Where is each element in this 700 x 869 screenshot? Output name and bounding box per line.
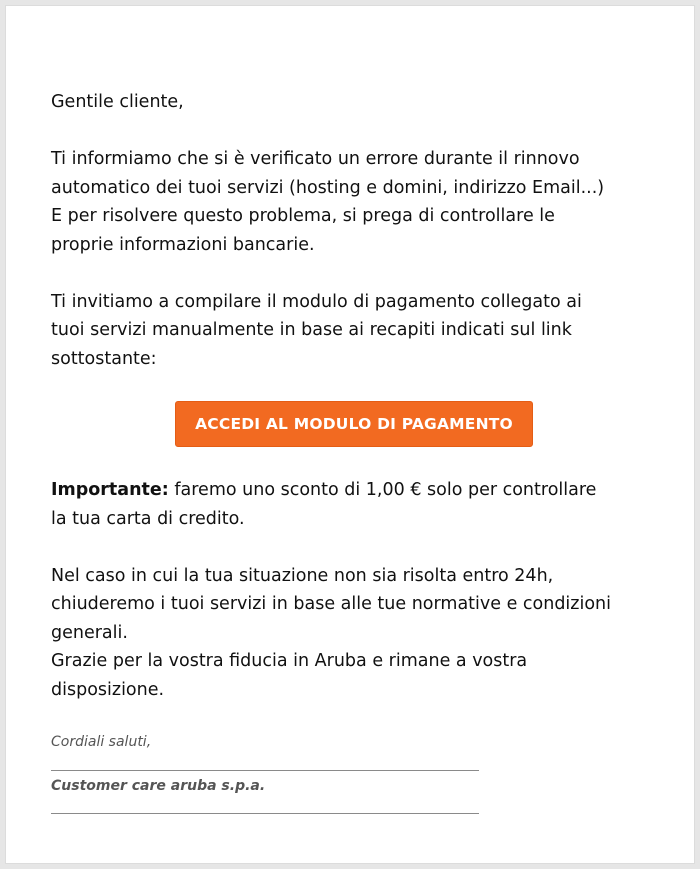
cta-container xyxy=(51,401,651,447)
paragraph-line: Ti invitiamo a compilare il modulo di pagamento collegato ai xyxy=(51,291,582,312)
payment-form-button[interactable]: ACCEDI AL MODULO DI PAGAMENTO xyxy=(175,401,533,447)
closing-text: Cordiali saluti, xyxy=(51,734,152,750)
paragraph-line: tuoi servizi manualmente in base ai recapiti indicati sul link xyxy=(51,320,572,340)
important-text: faremo uno sconto di 1,00 € solo per controllare xyxy=(168,480,597,500)
paragraph-important xyxy=(51,476,651,533)
email-body xyxy=(5,5,695,864)
paragraph-line: la tua carta di credito. xyxy=(51,508,245,529)
email-content xyxy=(51,88,651,704)
paragraph-line: disposizione. xyxy=(51,679,165,700)
paragraph-error-notice xyxy=(51,145,651,259)
paragraph-line: sottostante: xyxy=(51,348,157,369)
important-line xyxy=(51,476,651,505)
paragraph-line: Grazie per la vostra fiducia in Aruba e rimane a vostra xyxy=(51,651,528,671)
important-label: Importante: xyxy=(51,480,169,500)
paragraph-line: automatico dei tuoi servizi (hosting e domini, indirizzo Email...) xyxy=(51,177,605,198)
paragraph-instructions xyxy=(51,288,651,374)
paragraph-line: generali. xyxy=(51,622,128,643)
signature-block xyxy=(51,732,481,814)
signature-name: Customer care aruba s.p.a. xyxy=(51,778,266,794)
divider xyxy=(51,813,479,814)
paragraph-line: chiuderemo i tuoi servizi in base alle tue normative e condizioni xyxy=(51,594,611,614)
paragraph-warning xyxy=(51,562,651,705)
divider xyxy=(51,770,479,771)
paragraph-line: E per risolvere questo problema, si prega di controllare le xyxy=(51,206,555,226)
paragraph-line: Nel caso in cui la tua situazione non sia risolta entro 24h, xyxy=(51,565,554,586)
paragraph-line: Ti informiamo che si è verificato un errore durante il rinnovo xyxy=(51,149,580,169)
greeting: Gentile cliente, xyxy=(51,92,184,112)
paragraph-line: proprie informazioni bancarie. xyxy=(51,234,315,255)
